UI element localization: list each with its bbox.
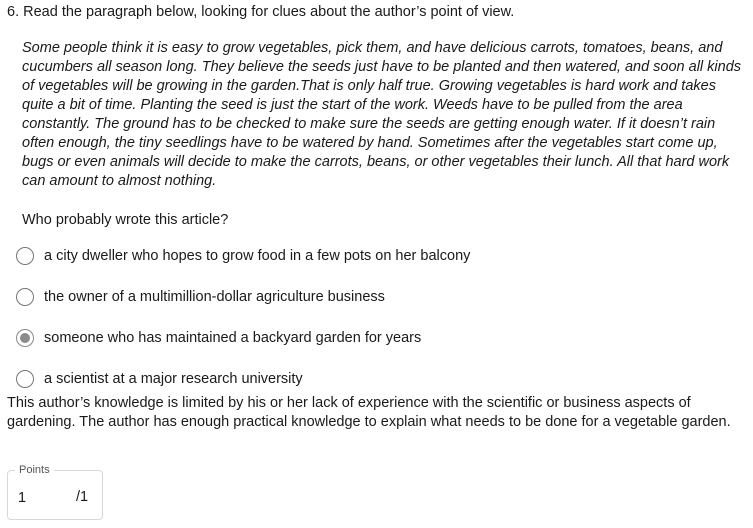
question-instruction: Read the paragraph below, looking for clues about the author’s point of view. [23,4,515,20]
answer-option-3[interactable] [16,326,421,350]
passage-text: Some people think it is easy to grow vegetables, pick them, and have delicious carrots, tomatoes, beans, and cucumbers all season long. They believe the seeds just have to be planted and then watered, and soon all kinds of vegetables will be growing in the garden.That is only half true. Growing vegetables is hard work and takes quite a bit of time. Planting the seed is just the start of the work. Weeds have to be pulled from the area constantly. The ground has to be checked to make sure the seeds are getting enough water. If it doesn’t rain often enough, the tiny seedlings have to be watered by hand. Sometimes after the vegetables start come up, bugs or even animals will decide to make the carrots, beans, or other vegetables their lunch. All that hard work can amount to almost nothing. [22,40,742,189]
points-total: /1 [76,489,89,505]
radio-button[interactable] [16,370,34,388]
answer-option-2[interactable] [16,285,385,309]
points-label: Points [15,464,54,476]
question-prompt: Who probably wrote this article? [22,212,229,228]
answer-option-label: someone who has maintained a backyard garden for years [44,330,422,346]
points-earned: 1 [18,490,27,506]
question-number: 6. [7,4,20,20]
question-header [7,3,514,21]
answer-option-label: the owner of a multimillion-dollar agriculture business [44,289,385,305]
answer-explanation: This author’s knowledge is limited by his or her lack of experience with the scientific or business aspects of gardening. The author has enough practical knowledge to explain what needs to be done for a vegetable garden. [7,395,731,430]
answer-option-4[interactable] [16,367,303,391]
answer-option-label: a scientist at a major research university [44,371,303,387]
answer-option-label: a city dweller who hopes to grow food in a few pots on her balcony [44,248,471,264]
answer-option-1[interactable] [16,244,470,268]
radio-button[interactable] [16,288,34,306]
radio-selected-dot [20,333,30,343]
points-box [7,464,103,520]
radio-button-selected[interactable] [16,329,34,347]
radio-button[interactable] [16,247,34,265]
